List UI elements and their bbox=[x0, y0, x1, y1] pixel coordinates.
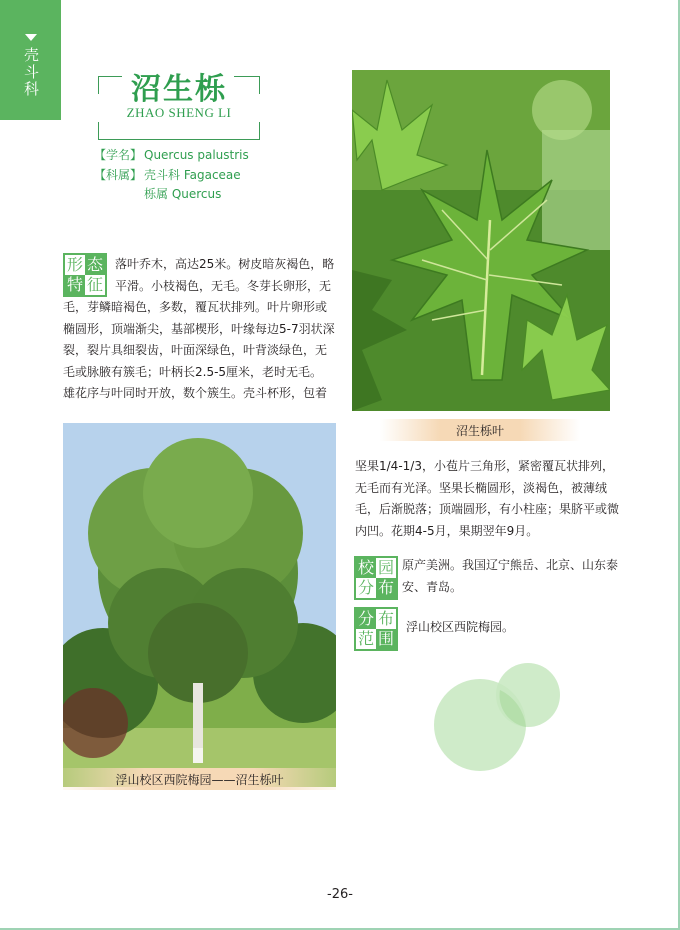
text-line: 椭圆形，顶端渐尖，基部楔形，叶缘每边5-7羽状深 bbox=[63, 321, 335, 336]
badge-char: 形 bbox=[66, 255, 83, 274]
leaf-photo bbox=[352, 70, 610, 411]
badge-char: 征 bbox=[86, 275, 103, 294]
badge-char: 分 bbox=[357, 578, 374, 597]
family-tab-label: 壳斗科 bbox=[22, 47, 40, 98]
origin-badge bbox=[354, 556, 398, 600]
badge-char: 校 bbox=[357, 558, 374, 577]
origin-text bbox=[402, 555, 652, 598]
badge-char: 园 bbox=[377, 558, 394, 577]
text-line: 落叶乔木，高达25米。树皮暗灰褐色，略 bbox=[115, 257, 335, 271]
badge-char: 布 bbox=[377, 578, 394, 597]
text-line: 无毛而有光泽。坚果长椭圆形，淡褐色，被薄绒 bbox=[355, 480, 608, 495]
badge-char: 范 bbox=[357, 629, 374, 648]
badge-char: 布 bbox=[377, 609, 394, 628]
badge-char: 围 bbox=[377, 629, 394, 648]
page-number: -26- bbox=[327, 887, 353, 902]
text-line: 毛，后渐脱落；顶端圆形，有小柱座；果脐平或微 bbox=[355, 502, 620, 516]
badge-char: 分 bbox=[357, 609, 374, 628]
page-title: 沼生栎 bbox=[131, 72, 227, 107]
title-box bbox=[98, 72, 260, 140]
distribution-text bbox=[406, 617, 646, 639]
genus-row bbox=[94, 185, 249, 205]
text-line: 雄花序与叶同时开放，数个簇生。壳斗杯形，包着 bbox=[63, 386, 328, 400]
scientific-name-key: 【学名】 bbox=[94, 148, 143, 162]
scientific-name-row bbox=[94, 146, 249, 166]
tree-photo-caption: 浮山校区西院梅园——沼生栎叶 bbox=[63, 768, 336, 790]
text-line: 坚果1/4-1/3，小苞片三角形，紧密覆瓦状排列， bbox=[355, 459, 614, 473]
genus-value: 栎属 Quercus bbox=[144, 187, 222, 201]
triangle-down-icon bbox=[25, 34, 37, 41]
badge-char: 态 bbox=[86, 255, 103, 274]
badge-char: 特 bbox=[66, 275, 83, 294]
species-meta bbox=[94, 146, 249, 205]
page-title-pinyin: ZHAO SHENG LI bbox=[126, 105, 232, 120]
text-line: 浮山校区西院梅园。 bbox=[406, 620, 515, 634]
decorative-circles bbox=[430, 660, 565, 775]
text-line: 毛或脉腋有簇毛；叶柄长2.5-5厘米，老时无毛。 bbox=[63, 364, 323, 379]
distribution-badge bbox=[354, 607, 398, 651]
family-tab bbox=[0, 0, 61, 120]
morphology-text bbox=[63, 254, 345, 405]
leaf-photo-caption: 沼生栎叶 bbox=[380, 419, 580, 441]
morphology-text-continued bbox=[355, 456, 645, 542]
family-key: 【科属】 bbox=[94, 167, 143, 182]
tree-photo bbox=[63, 423, 336, 787]
text-line: 裂，裂片具细裂齿，叶面深绿色，叶背淡绿色，无 bbox=[63, 343, 328, 357]
text-line: 毛，芽鳞暗褐色，多数，覆瓦状排列。叶片卵形或 bbox=[63, 300, 328, 314]
leaf-photo-illustration bbox=[352, 70, 610, 411]
text-line: 原产美洲。我国辽宁熊岳、北京、山东泰 bbox=[402, 558, 619, 572]
text-line: 平滑。小枝褐色，无毛。冬芽长卵形，无 bbox=[115, 278, 332, 293]
family-value: 壳斗科 Fagaceae bbox=[144, 167, 241, 182]
scientific-name-value: Quercus palustris bbox=[144, 148, 249, 162]
tree-photo-illustration bbox=[63, 423, 336, 787]
text-line: 内凹。花期4-5月，果期翌年9月。 bbox=[355, 523, 539, 538]
family-row bbox=[94, 166, 249, 186]
text-line: 安、青岛。 bbox=[402, 579, 463, 594]
